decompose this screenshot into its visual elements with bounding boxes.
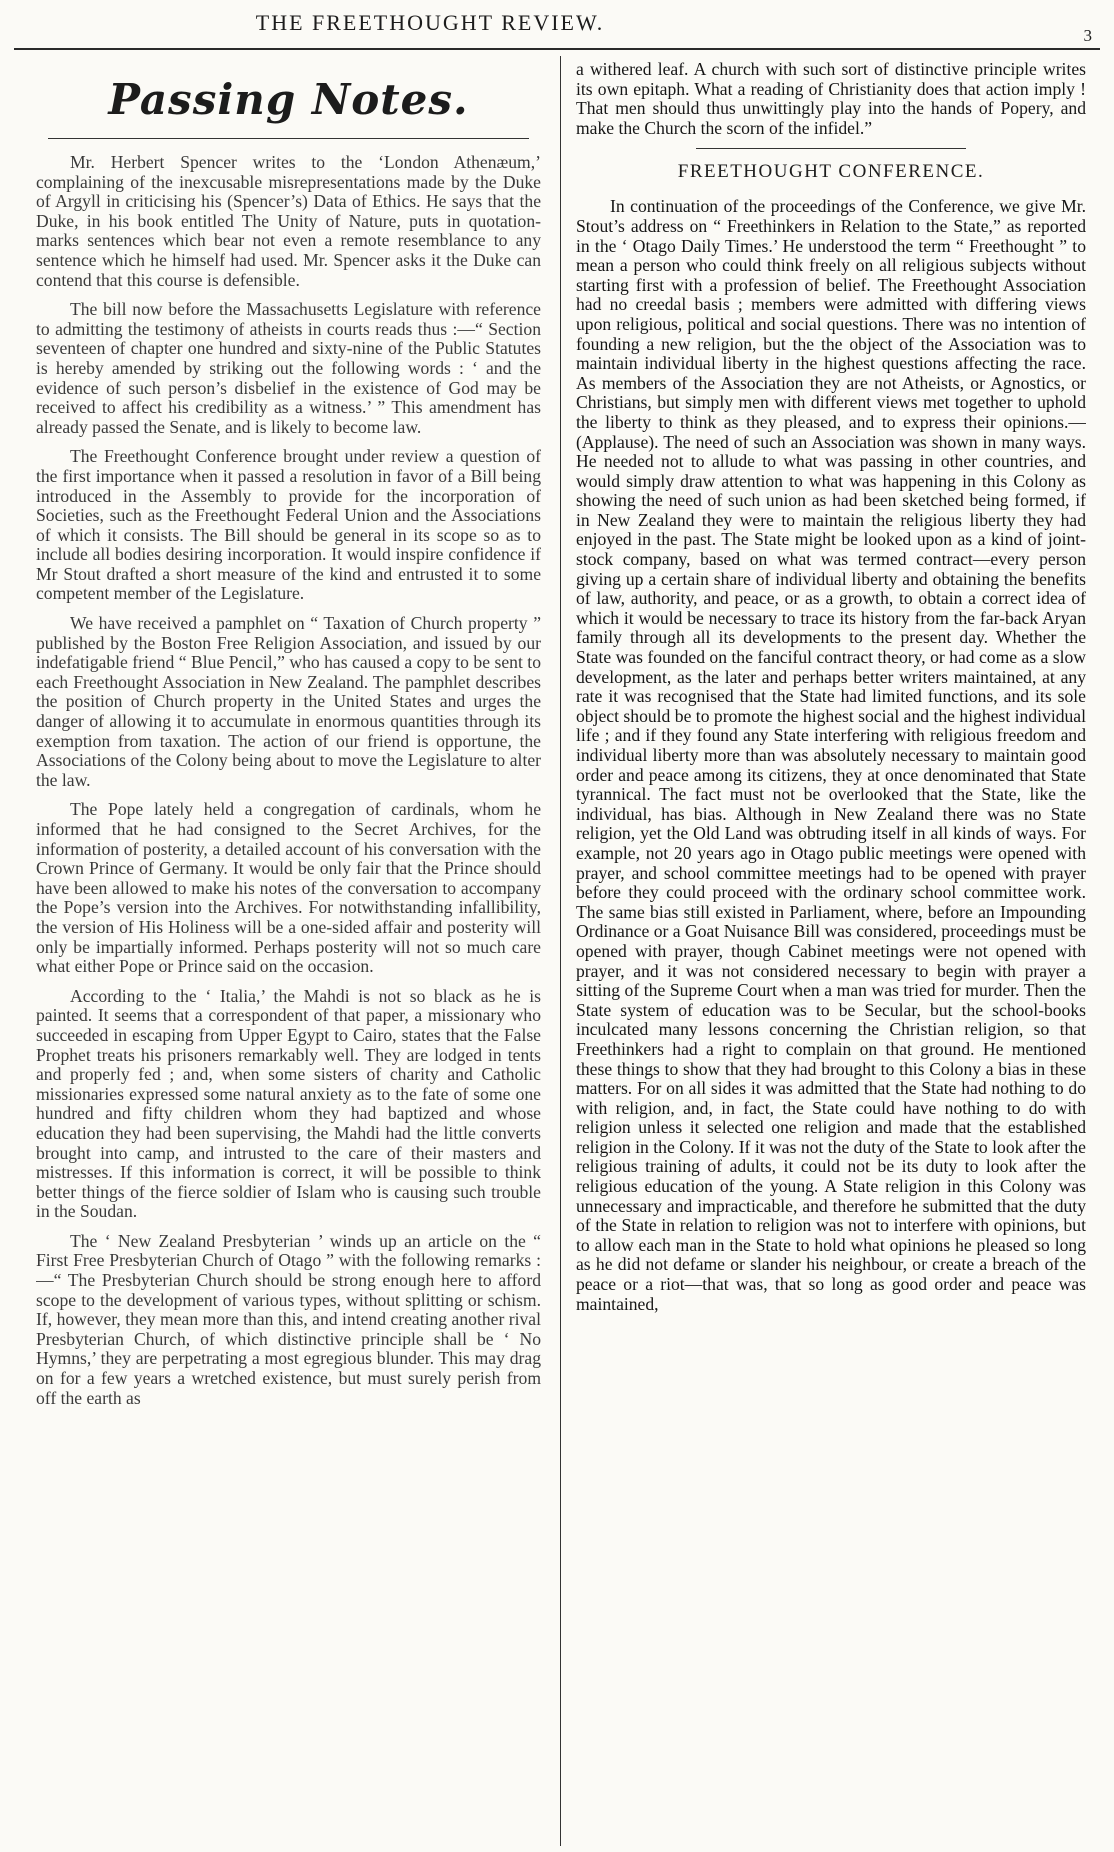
conference-paragraph: In continuation of the proceedings of the Conference, we give Mr. Stout’s address on “ Freethinkers in Relation to the State,” as reported in the ‘ Otago Daily Times.’ He understood the term “ Freethought ” to mean a person who could think freely on all religious subjects without starting first with a profession of belief. The Freethought Association had no creedal basis ; members were admitted with differing views upon religious, political and social questions. There was no intention of founding a new religion, but the the object of the Association was to maintain individual liberty in the highest questions affecting the race. As members of the Association they are not Atheists, or Agnostics, or Christians, but simply men with different views met together to uphold the liberty to think as they pleased, and to express their opinions.—(Applause). The need of such an Association was shown in many ways. He needed not to allude to what was passing in other countries, and would simply draw attention to what was happening in this Colony as showing the need of such union as had been sketched being formed, if in New Zealand they were to maintain the religious liberty they had enjoyed in the past. The State might be looked upon as a kind of joint-stock company, based on what was termed contract—every person giving up a certain share of individual liberty and obtaining the benefits of law, authority, and peace, or as a growth, to obtain a correct idea of which it would be necessary to trace its history from the far-back Aryan family through all its developments to the present day. Whether the State was founded on the fanciful contract theory, or had come as a slow development, as the later and perhaps better writers maintained, at any rate it was recognised that the State had limited functions, and its sole object should be to promote the highest social and the highest individual life ; and if they found any State interfering with religious freedom and individual liberty more than was absolutely necessary to maintain good order and peace among its citizens, they at once denominated that State tyrannical. The fact must not be overlooked that the State, like the individual, has bias. Although in New Zealand there was no State religion, yet the Old Land was obtruding itself in all kinds of ways. For example, not 20 years ago in Otago public meetings were opened with prayer, and school committee meetings had to be opened with prayer before they could proceed with the ordinary school committee work. The same bias still existed in Parliament, where, before an Impounding Ordinance or a Goat Nuisance Bill was considered, proceedings must be opened with prayer, though Cabinet meetings were not opened with prayer, and it was not considered necessary to begin with prayer a sitting of the Supreme Court when a man was tried for murder. Then the State system of education was to be Secular, but the school-books inculcated many lessons concerning the Christian religion, so that Freethinkers had a right to complain on that ground. He mentioned these things to show that they had brought to this Colony a bias in these matters. For on all sides it was admitted that the State had nothing to do with religion, and, in fact, the State could have nothing to do with religion unless it selected one religion and made that the established religion in the Colony. If it was not the duty of the State to look after the religious training of adults, it could not be its duty to look after the religious education of the young. A State religion in this Colony was unnecessary and impracticable, and therefore he submitted that the duty of the State in relation to religion was not to interfere with opinions, but to allow each man in the State to hold what opinions he pleased so long as he did not defame or slander his neighbour, or create a breach of the peace or a riot—that was, that so long as good order and peace was maintained,: [576, 196, 1086, 1314]
page-header: [0, 0, 1114, 46]
section-title-passing-notes: Passing Notes.: [108, 75, 469, 124]
continued-paragraph: a withered leaf. A church with such sort of distinctive principle writes its own epitaph. What a reading of Christianity does that action imply ! That men should thus unwittingly play into the hands of Popery, and make the Church the scorn of the infidel.”: [576, 60, 1086, 138]
separator-rule: [696, 148, 966, 149]
passing-note-paragraph: The Freethought Conference brought under review a question of the first importance when it passed a resolution in favor of a Bill being introduced in the Assembly to provide for the incorporation of Societies, such as the Freethought Federal Union and the Associations of which it consists. The Bill should be general in its scope so as to include all bodies desiring incorporation. It would inspire confidence if Mr Stout drafted a short measure of the kind and entrusted it to some competent member of the Legislature.: [36, 446, 541, 604]
passing-note-paragraph: The bill now before the Massachusetts Legislature with reference to admitting the testimony of atheists in courts reads thus :—“ Section seventeen of chapter one hundred and sixty-nine of the Public Statutes is hereby amended by striking out the following words : ‘ and the evidence of such person’s disbelief in the existence of God may be received to affect his credibility as a witness.’ ” This amendment has already passed the Senate, and is likely to become law.: [36, 299, 541, 437]
column-divider: [560, 56, 561, 1846]
passing-note-paragraph: According to the ‘ Italia,’ the Mahdi is not so black as he is painted. It seems that a correspondent of that paper, a missionary who succeeded in escaping from Upper Egypt to Cairo, states that the False Prophet treats his prisoners remarkably well. They are lodged in tents and properly fed ; and, when some sisters of charity and Catholic missionaries expressed some natural anxiety as to the fate of some one hundred and fifty children whom they had baptized and whose education they had been supervising, the Mahdi had the little converts brought into camp, and intrusted to the care of their masters and mistresses. If this information is correct, it will be possible to think better things of the fierce soldier of Islam who is causing such trouble in the Soudan.: [36, 985, 541, 1222]
right-column: [576, 60, 1086, 1848]
passing-note-paragraph: The Pope lately held a congregation of cardinals, whom he informed that he had consigned to the Secret Archives, for the information of posterity, a detailed account of his conversation with the Crown Prince of Germany. It would be only fair that the Prince should have been allowed to make his notes of the conversation to accompany the Pope’s version into the Archives. For notwithstanding infallibility, the version of His Holiness will be a one-sided affair and posterity will only be impartially informed. Perhaps posterity will not so much care what either Pope or Prince said on the occasion.: [36, 799, 541, 977]
freethought-conference-heading: FREETHOUGHT CONFERENCE.: [677, 161, 985, 183]
section-title-rule: [48, 138, 529, 139]
page-number: 3: [1083, 26, 1092, 45]
header-rule: [14, 48, 1100, 50]
passing-note-paragraph: We have received a pamphlet on “ Taxation of Church property ” published by the Boston Free Religion Association, and issued by our indefatigable friend “ Blue Pencil,” who has caused a copy to be sent to each Freethought Association in New Zealand. The pamphlet describes the position of Church property in the United States and urges the danger of allowing it to accumulate in enormous quantities through its exemption from taxation. The action of our friend is opportune, the Associations of the Colony being about to move the Legislature to alter the law.: [36, 613, 541, 790]
passing-note-paragraph: Mr. Herbert Spencer writes to the ‘London Athenæum,’ complaining of the inexcusable misrepresentations made by the Duke of Argyll in criticising his (Spencer’s) Data of Ethics. He says that the Duke, in his book entitled The Unity of Nature, puts in quotation-marks sentences which bear not even a remote resemblance to any sentence which he himself had used. Mr. Spencer asks it the Duke can contend that this course is defensible.: [36, 152, 541, 290]
left-column: [36, 60, 541, 1848]
publication-title: THE FREETHOUGHT REVIEW.: [255, 10, 605, 35]
passing-note-paragraph: The ‘ New Zealand Presbyterian ’ winds up an article on the “ First Free Presbyterian Church of Otago ” with the following remarks :—“ The Presbyterian Church should be strong enough here to afford scope to the development of various types, without splitting or schism. If, however, they mean more than this, and intend creating another rival Presbyterian Church, of which distinctive principle shall be ‘ No Hymns,’ they are perpetrating a most egregious blunder. This may drag on for a few years a wretched existence, but must surely perish from off the earth as: [36, 1230, 541, 1408]
